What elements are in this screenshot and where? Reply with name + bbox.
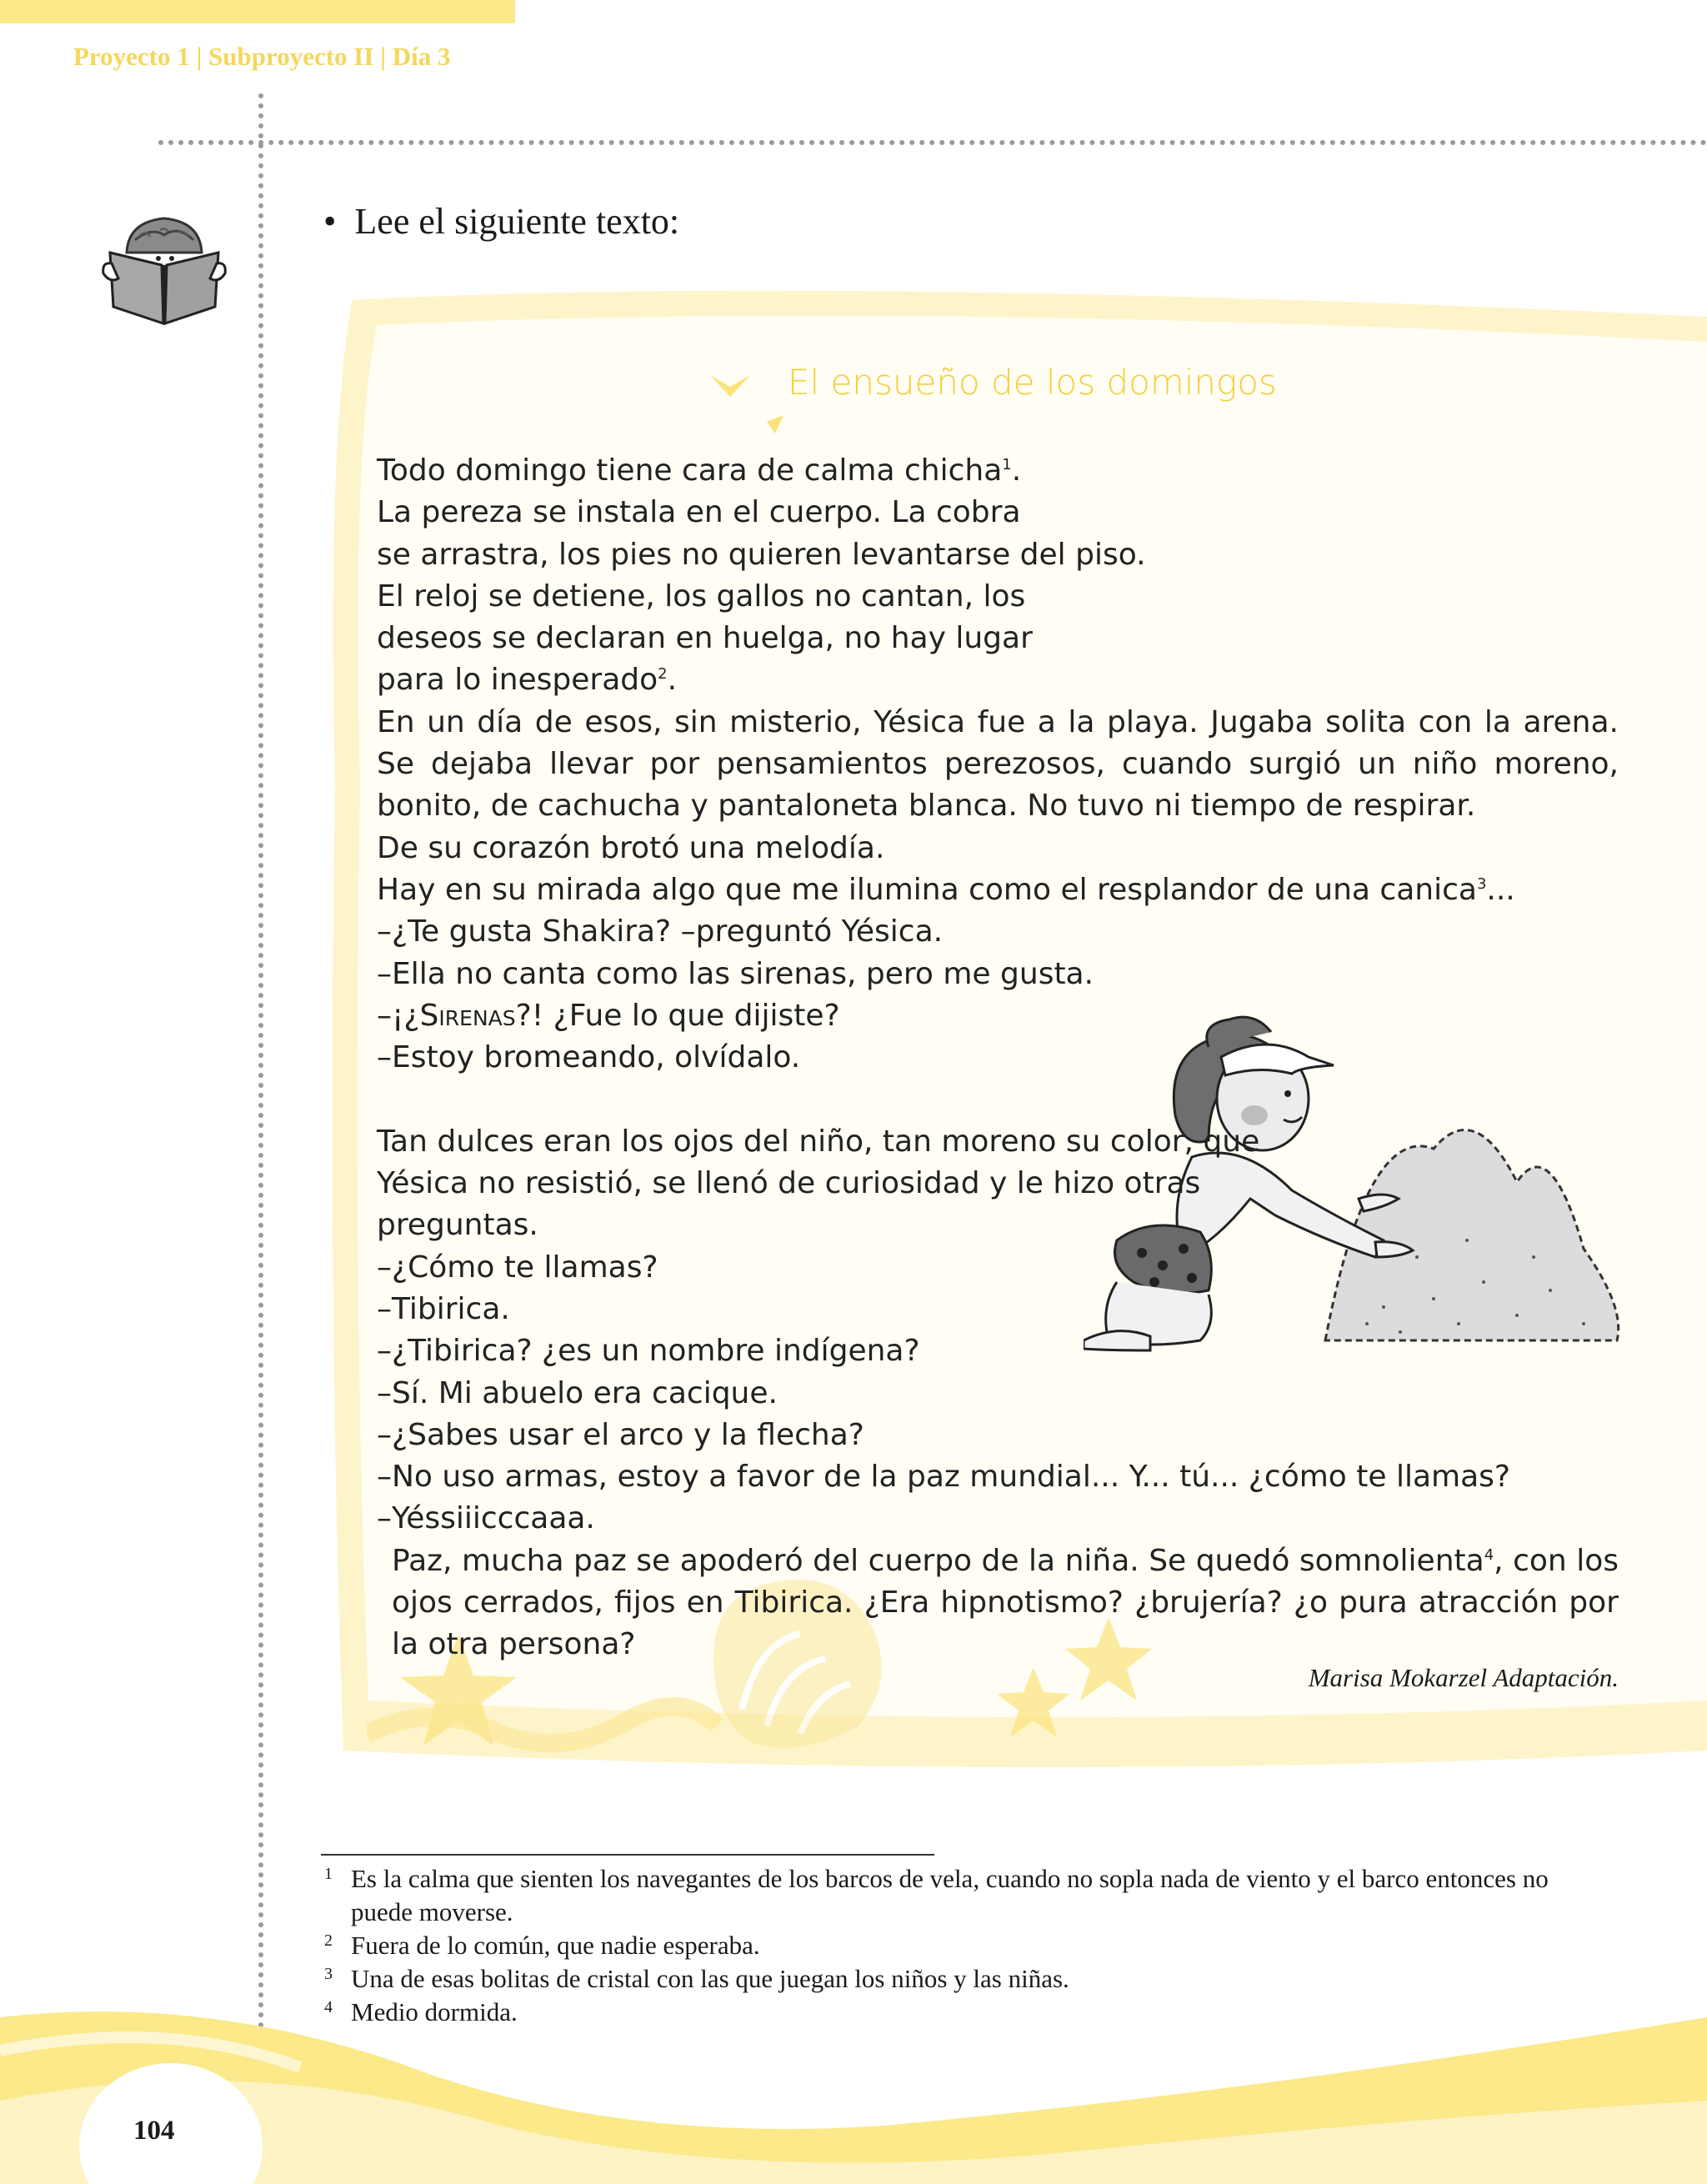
attribution: Marisa Mokarzel Adaptación. bbox=[1308, 1663, 1619, 1692]
story-line bbox=[377, 659, 1619, 701]
paragraph-gap bbox=[377, 1079, 1619, 1120]
dialogue-line: –¿Cómo te llamas? bbox=[377, 1250, 658, 1285]
story-body bbox=[377, 450, 1619, 1666]
dialogue-line: –Yéssiiicccaaa. bbox=[377, 1501, 595, 1536]
story-line: se arrastra, los pies no quieren levantarse del piso. bbox=[377, 537, 1146, 572]
story-line: Tan dulces eran los ojos del niño, tan moreno su color, que bbox=[377, 1124, 1260, 1159]
story-title: El ensueño de los domingos bbox=[788, 362, 1277, 403]
story-text: Sirenas bbox=[419, 998, 516, 1033]
dialogue-line: –Estoy bromeando, olvídalo. bbox=[377, 1040, 801, 1075]
story-text: . bbox=[1011, 453, 1022, 488]
footnote-ref: 2 bbox=[658, 665, 668, 684]
section-header: Proyecto 1 | Subproyecto II | Día 3 bbox=[73, 42, 451, 71]
story-line: De su corazón brotó una melodía. bbox=[377, 830, 885, 865]
dialogue-line: –Sí. Mi abuelo era cacique. bbox=[377, 1375, 778, 1410]
story-text: –¡¿ bbox=[377, 998, 420, 1033]
instruction bbox=[323, 200, 679, 243]
bullet: • bbox=[323, 201, 337, 242]
story-text: . bbox=[667, 663, 678, 698]
footnote-text: Una de esas bolitas de cristal con las que juegan los niños y las niñas. bbox=[351, 1964, 1069, 1993]
footnote-ref: 3 bbox=[1476, 874, 1487, 893]
dialogue-line: –¿Tibirica? ¿es un nombre indígena? bbox=[377, 1334, 920, 1369]
footnote bbox=[321, 1862, 1571, 1929]
story-text: ?! ¿Fue lo que dijiste? bbox=[515, 998, 840, 1033]
footnote-text: Es la calma que sienten los navegantes de los barcos de vela, cuando no sopla nada de viento y el barco entonces no puede moverse. bbox=[351, 1864, 1549, 1926]
footnote-number: 3 bbox=[324, 1965, 333, 1983]
story-line: El reloj se detiene, los gallos no cantan, los bbox=[377, 579, 1026, 614]
dialogue-line: –Tibirica. bbox=[377, 1291, 510, 1326]
footnote-number: 2 bbox=[324, 1931, 333, 1950]
footnote bbox=[321, 1929, 1571, 1962]
footnote-number: 4 bbox=[324, 1998, 333, 2016]
page-number: 104 bbox=[133, 2116, 175, 2146]
top-accent-bar bbox=[0, 0, 515, 23]
story-line: La pereza se instala en el cuerpo. La cobra bbox=[377, 495, 1021, 530]
dialogue-line: –No uso armas, estoy a favor de la paz mundial... Y... tú... ¿cómo te llamas? bbox=[377, 1460, 1511, 1495]
story-text: Paz, mucha paz se apoderó del cuerpo de la niña. Se quedó somnolienta bbox=[392, 1543, 1484, 1578]
story-text: para lo inesperado bbox=[377, 663, 658, 698]
vertical-dotted-divider bbox=[258, 93, 263, 2069]
dialogue-line: –¿Te gusta Shakira? –preguntó Yésica. bbox=[377, 914, 944, 949]
reader-with-book-icon bbox=[102, 207, 227, 332]
footnote-rule bbox=[321, 1854, 934, 1856]
story-text: Todo domingo tiene cara de calma chicha bbox=[377, 453, 1003, 488]
story-paragraph bbox=[377, 1540, 1619, 1666]
story-line: Yésica no resistió, se llenó de curiosidad y le hizo otras bbox=[377, 1166, 1201, 1201]
horizontal-dotted-divider bbox=[158, 140, 1707, 145]
bottom-wave-decoration bbox=[0, 2001, 1707, 2184]
footnote bbox=[321, 1962, 1571, 1996]
dialogue-line: –¿Sabes usar el arco y la flecha? bbox=[377, 1417, 864, 1452]
footnote-ref: 1 bbox=[1002, 456, 1012, 473]
chevron-down-icon bbox=[708, 370, 783, 453]
footnote-text: Fuera de lo común, que nadie esperaba. bbox=[351, 1931, 760, 1960]
footnote-number: 1 bbox=[324, 1865, 333, 1883]
story-text: Hay en su mirada algo que me ilumina como el resplandor de una canica bbox=[377, 872, 1477, 907]
footnote-text: Medio dormida. bbox=[351, 1997, 518, 2026]
instruction-text: Lee el siguiente texto: bbox=[354, 201, 680, 242]
story-line: preguntas. bbox=[377, 1208, 538, 1243]
footnote-ref: 4 bbox=[1484, 1545, 1494, 1564]
dialogue-line bbox=[377, 995, 1619, 1037]
story-text: , con los ojos cerrados, fijos en Tibirica. ¿Era hipnotismo? ¿brujería? ¿o pura atracción por la otra persona? bbox=[392, 1543, 1619, 1662]
story-line bbox=[377, 450, 1619, 492]
story-line: deseos se declaran en huelga, no hay lugar bbox=[377, 621, 1033, 656]
story-paragraph: En un día de esos, sin misterio, Yésica fue a la playa. Jugaba solita con la arena. Se dejaba llevar por pensamientos perezosos, cuando surgió un niño moreno, bonito, de cachucha y pantaloneta blanca. No tuvo ni tiempo de respirar. bbox=[377, 704, 1619, 824]
dialogue-line: –Ella no canta como las sirenas, pero me gusta. bbox=[377, 956, 1094, 991]
story-text: ... bbox=[1486, 872, 1515, 907]
story-line bbox=[377, 869, 1619, 911]
